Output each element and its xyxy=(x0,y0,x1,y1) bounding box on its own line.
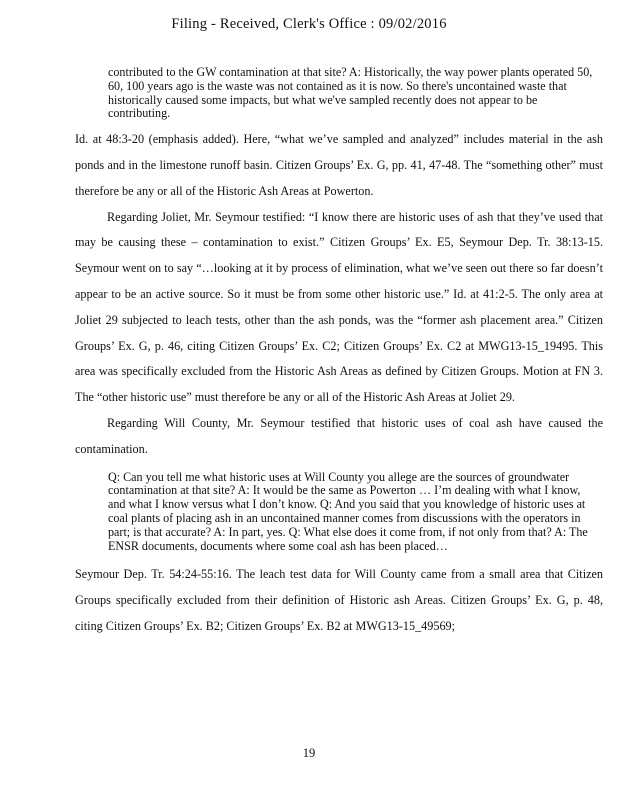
quote-text: Q: Can you tell me what historic uses at Will County you allege are the sources of groundwater contamination at that site? A: It would be the same as Powerton … I’m dealing with what I know, and what I know versus what I don’t know. Q: And you said that you knowledge of historic uses at coal plants of placing ash in an uncontained manner comes from discussions with the operators in part; is that accurate? A: In part, yes. Q: What else does it come from, if not only from that? A: The ENSR documents, documents where some coal ash has been placed… xyxy=(108,469,588,553)
block-quote-powerton xyxy=(108,66,595,121)
paragraph-powerton-conclusion: Id. at 48:3-20 (emphasis added). Here, “what we’ve sampled and analyzed” includes material in the ash ponds and in the limestone runoff basin. Citizen Groups’ Ex. G, pp. 41, 47-48. The “something other” must therefore be any or all of the Historic Ash Areas at Powerton. xyxy=(75,132,603,198)
paragraph-will-county-intro: Regarding Will County, Mr. Seymour testified that historic uses of coal ash have caused the contamination. xyxy=(75,415,603,456)
quote-text: contributed to the GW contamination at that site? A: Historically, the way power plants operated 50, 60, 100 years ago is the waste was not contained as it is now. So there's uncontained waste that historically caused some impacts, but what we've sampled recently does not appear to be contributing. xyxy=(108,65,593,121)
paragraph-will-county-conclusion: Seymour Dep. Tr. 54:24-55:16. The leach test data for Will County came from a small area that Citizen Groups specifically excluded from their definition of Historic ash Areas. Citizen Groups’ Ex. G, p. 48, citing Citizen Groups’ Ex. B2; Citizen Groups’ Ex. B2 at MWG13-15_49569; xyxy=(75,567,603,633)
block-quote-will-county xyxy=(108,471,595,554)
page-number: 19 xyxy=(302,746,316,760)
filing-header: Filing - Received, Clerk's Office : 09/02/2016 xyxy=(171,16,447,32)
paragraph-joliet: Regarding Joliet, Mr. Seymour testified: “I know there are historic uses of ash that they’ve used that may be causing these – contamination to exist.” Citizen Groups’ Ex. E5, Seymour Dep. Tr. 38:13-15. Seymour went on to say “…looking at it by process of elimination, what we’ve seen out there so far doesn’t appear to be an active source. So it must be from some other historic use.” Id. at 41:2-5. The only area at Joliet 29 subjected to leach tests, other than the ash ponds, was the “former ash placement area.” Citizen Groups’ Ex. G, p. 46, citing Citizen Groups’ Ex. C2; Citizen Groups’ Ex. C2 at MWG13-15_19495. This area was specifically excluded from the Historic Ash Areas as defined by Citizen Groups. Motion at FN 3. The “other historic use” must therefore be any or all of the Historic Ash Areas at Joliet 29. xyxy=(75,209,603,405)
document-body xyxy=(75,66,603,640)
